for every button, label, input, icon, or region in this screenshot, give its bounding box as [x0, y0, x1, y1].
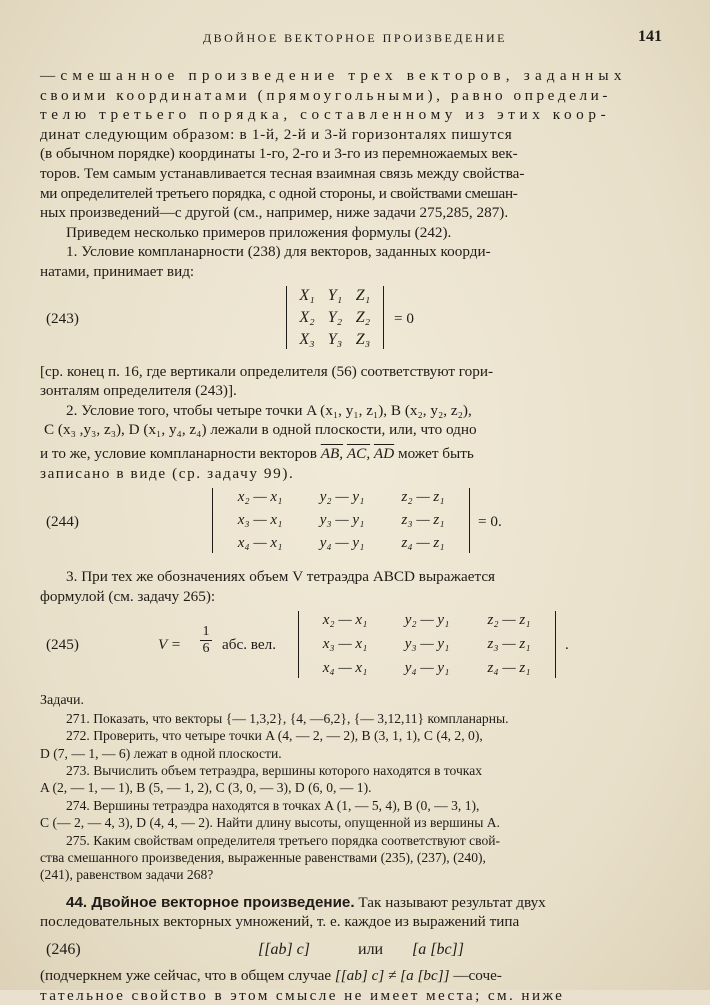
- matrix-cell: Z₂: [355, 308, 371, 326]
- matrix-cell: Y₁: [327, 286, 343, 304]
- page-body: [40, 66, 670, 1005]
- text-line: [40, 966, 670, 986]
- text-line: тательное свойство в этом смысле не имеет места; см. ниже: [40, 986, 565, 1004]
- matrix-cell: x₂ — x₁: [322, 612, 368, 629]
- remark-after-243: [40, 362, 670, 401]
- matrix-cell: X₂: [299, 308, 315, 326]
- equation-rhs: = 0.: [478, 513, 502, 531]
- text-fragment: и то же, условие компланарности векторов: [40, 444, 317, 462]
- paragraph-examples-intro: Приведем несколько примеров приложения формулы (242).: [66, 223, 452, 241]
- page-number: 141: [638, 28, 662, 45]
- text-fragment: Так называют результат двух: [358, 893, 546, 911]
- matrix-cell: X₁: [299, 286, 315, 304]
- matrix-cell: x₄ — x₁: [237, 535, 283, 552]
- vector-ac: AC,: [346, 444, 371, 462]
- matrix-cell: z₂ — z₁: [487, 612, 531, 629]
- double-product-left: [[ab] c]: [258, 940, 311, 958]
- determinant: [298, 610, 556, 678]
- text-line: формулой (см. задачу 265):: [40, 587, 216, 605]
- item-2: [40, 401, 670, 483]
- text-line: динат следующим образом: в 1-й, 2-й и 3-й горизонталях пишутся: [40, 125, 513, 143]
- text-line: торов. Тем самым устанавливается тесная взаимная связь между свойства-: [40, 164, 525, 182]
- equation-245: [40, 608, 670, 688]
- matrix-cell: z₃ — z₁: [401, 512, 445, 529]
- equation-244: [40, 485, 670, 563]
- matrix-cell: y₂ — y₁: [319, 489, 365, 506]
- matrix-cell: Z₁: [355, 286, 371, 304]
- matrix-cell: z₂ — z₁: [401, 489, 445, 506]
- section-first-line: [40, 893, 670, 913]
- equation-246: [40, 936, 670, 964]
- matrix-cell: y₃ — y₁: [404, 636, 450, 653]
- item-1: [40, 242, 670, 281]
- determinant: [286, 286, 384, 349]
- matrix-cell: y₄ — y₁: [404, 660, 450, 677]
- matrix-cell: y₃ — y₁: [319, 512, 365, 529]
- matrix-cell: X₃: [299, 330, 315, 348]
- problem-271: 271. Показать, что векторы {— 1,3,2}, {4, —6,2}, {— 3,12,11} компланарны.: [66, 710, 509, 726]
- equation-number: (244): [46, 513, 79, 531]
- volume-lhs: V =: [158, 636, 182, 654]
- problem-275: 275. Каким свойствам определителя третьего порядка соответствуют свой-: [66, 832, 501, 848]
- text-line: ных произведений—с другой (см., например, ниже задачи 275,285, 287).: [40, 204, 509, 222]
- text-line: [40, 444, 670, 464]
- problem-274-cont: C (— 2, — 4, 3), D (4, 4, — 2). Найти длину высоты, опущенной из вершины A.: [40, 815, 500, 831]
- text-line: 1. Условие компланарности (238) для векторов, заданных коорди-: [66, 243, 491, 261]
- matrix-cell: z₃ — z₁: [487, 636, 531, 653]
- text-fragment: (подчеркнем уже сейчас, что в общем случае: [40, 966, 332, 984]
- determinant: [212, 487, 470, 553]
- page-header: [40, 28, 670, 50]
- matrix-cell: Z₃: [355, 330, 371, 348]
- matrix-cell: x₃ — x₁: [322, 636, 368, 653]
- text-line: зонталям определителя (243)].: [40, 382, 237, 400]
- text-line: записано в виде (ср. задачу 99).: [40, 464, 295, 482]
- running-title: ДВОЙНОЕ ВЕКТОРНОЕ ПРОИЗВЕДЕНИЕ: [202, 31, 508, 45]
- fraction: [200, 624, 212, 657]
- matrix-cell: y₄ — y₁: [319, 535, 365, 552]
- problem-275-cont: ства смешанного произведения, выраженные равенствами (235), (237), (240),: [40, 849, 486, 865]
- section-44: [40, 893, 670, 932]
- text-line: своими координатами (прямоугольными), равно определи-: [40, 86, 612, 104]
- problem-272: 272. Проверить, что четыре точки A (4, — 2, — 2), B (3, 1, 1), C (4, 2, 0),: [66, 728, 483, 744]
- text-line: (в обычном порядке) координаты 1-го, 2-го и 3-го из перемножаемых век-: [40, 145, 518, 163]
- problems-block: [40, 692, 670, 883]
- text-line: 2. Условие того, чтобы четыре точки A (x₁, y₁, z₁), B (x₂, y₂, z₂),: [66, 401, 472, 419]
- text-fragment: может быть: [397, 444, 474, 462]
- text-line: 3. При тех же обозначениях объем V тетраэдра ABCD выражается: [66, 568, 496, 586]
- text-fragment: —соче-: [453, 966, 502, 984]
- double-product-right: [a [bc]]: [412, 940, 465, 958]
- vector-ad: $\overline{AD}$: [373, 444, 395, 462]
- text-line: последовательных векторных умножений, т. е. каждое из выражений типа: [40, 913, 520, 931]
- text-line: C (x₃ ,y₃, z₃), D (x₁, y₄, z₄) лежали в одной плоскости, или, что одно: [44, 421, 477, 439]
- matrix-cell: x₃ — x₁: [237, 512, 283, 529]
- text-line: натами, принимает вид:: [40, 262, 195, 280]
- fraction-denominator: 6: [202, 641, 210, 657]
- text-line: телю третьего порядка, составленному из этих коор-: [40, 106, 611, 124]
- paragraph-mixed-product: [40, 66, 670, 223]
- text-line: ми определителей третьего порядка, с одной стороны, и свойствами смешан-: [40, 184, 518, 202]
- text-line: —смешанное произведение трех векторов, заданных: [40, 67, 627, 84]
- matrix-cell: z₄ — z₁: [401, 535, 445, 552]
- matrix-cell: Y₃: [327, 330, 343, 348]
- fraction-numerator: 1: [200, 624, 212, 641]
- matrix-cell: y₂ — y₁: [404, 612, 450, 629]
- text-line: [ср. конец п. 16, где вертикали определителя (56) соответствуют гори-: [40, 362, 494, 380]
- problem-273-cont: A (2, — 1, — 1), B (5, — 1, 2), C (3, 0, — 3), D (6, 0, — 1).: [40, 780, 372, 796]
- matrix-cell: Y₂: [327, 308, 343, 326]
- matrix-cell: z₄ — z₁: [487, 660, 531, 677]
- equation-rhs: = 0: [394, 309, 414, 327]
- vector-ab: AB,: [320, 444, 344, 462]
- matrix-cell: x₄ — x₁: [322, 660, 368, 677]
- equation-number: (246): [46, 940, 81, 958]
- conjunction: или: [358, 940, 384, 958]
- item-3: [40, 567, 670, 606]
- equation-number: (243): [46, 309, 79, 327]
- equation-number: (245): [46, 636, 79, 654]
- problems-heading: Задачи.: [40, 693, 85, 709]
- problem-275-cont: (241), равенством задачи 268?: [40, 867, 214, 883]
- section-heading: 44. Двойное векторное произведение.: [66, 893, 355, 911]
- matrix-cell: x₂ — x₁: [237, 489, 283, 506]
- equation-rhs: .: [565, 636, 569, 654]
- problem-272-cont: D (7, — 1, — 6) лежат в одной плоскости.: [40, 745, 282, 761]
- tail-paragraph: [40, 966, 670, 1005]
- abs-value-label: абс. вел.: [222, 636, 277, 654]
- non-associativity-inequality: [[ab] c] ≠ [a [bc]]: [334, 966, 450, 984]
- problem-274: 274. Вершины тетраэдра находятся в точках A (1, — 5, 4), B (0, — 3, 1),: [66, 797, 480, 813]
- equation-243: [40, 284, 670, 356]
- problem-273: 273. Вычислить объем тетраэдра, вершины которого находятся в точках: [66, 762, 483, 778]
